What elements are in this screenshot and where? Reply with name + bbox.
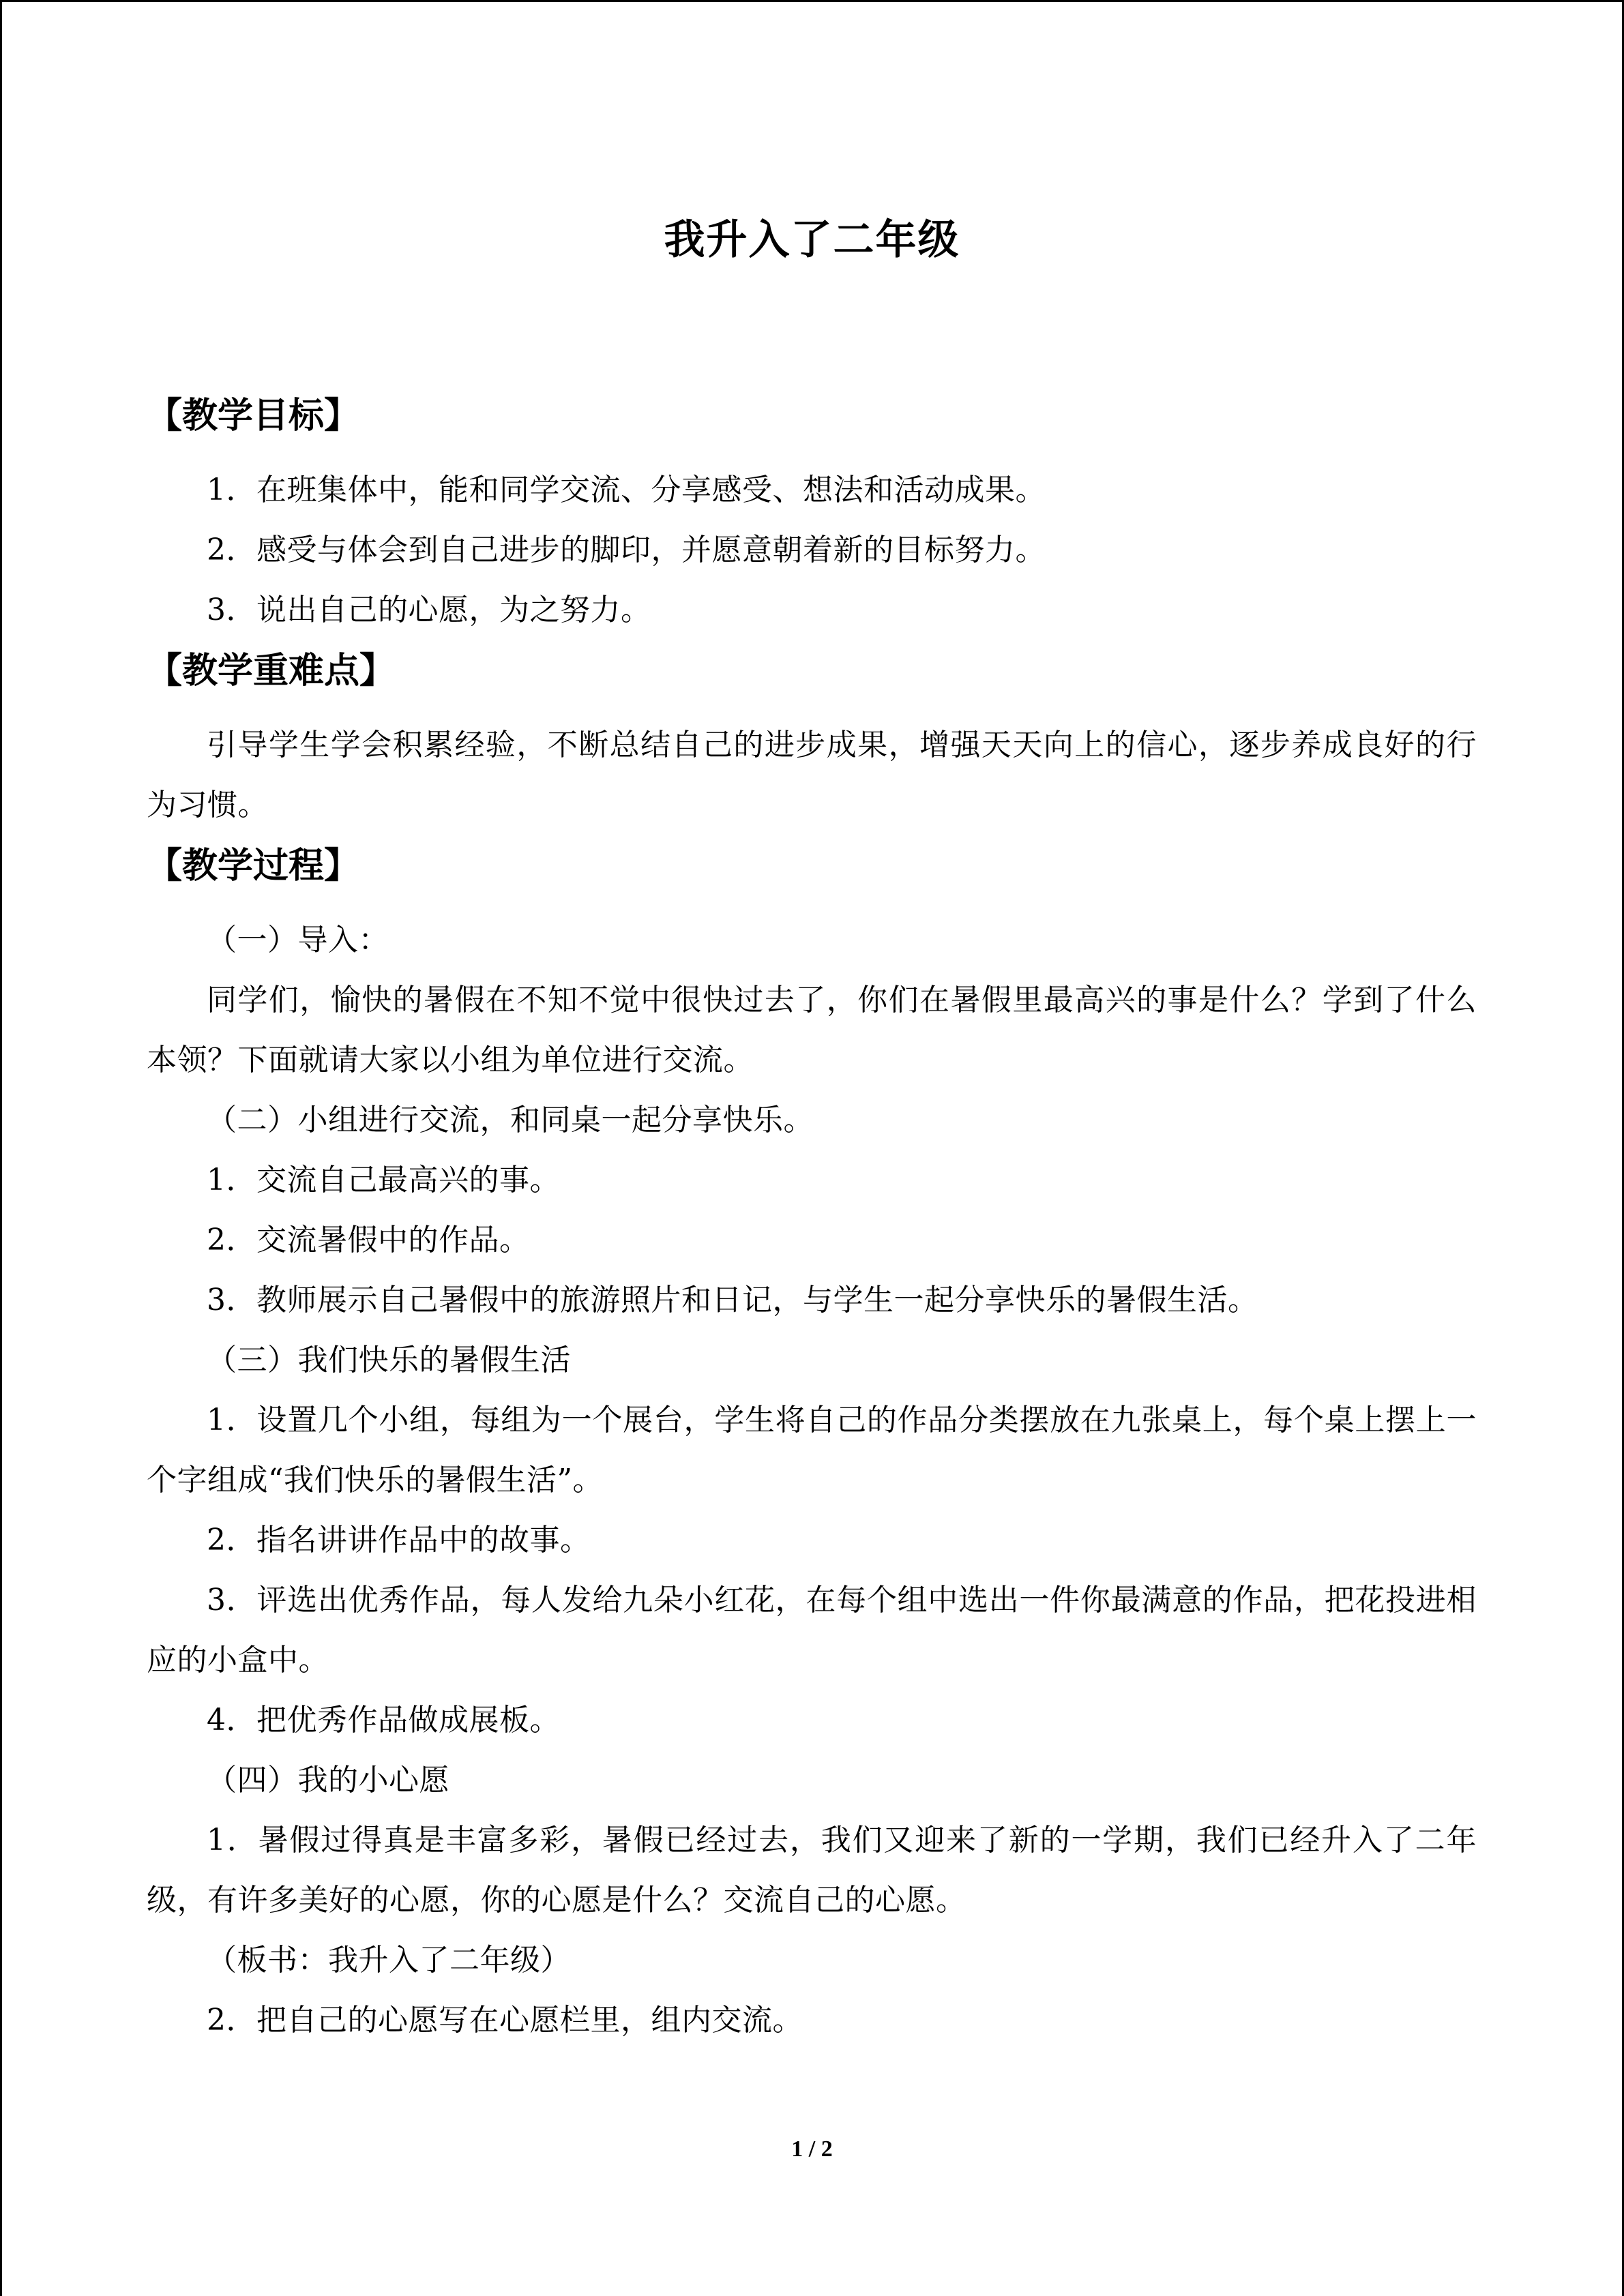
process-step-heading: （二）小组进行交流，和同桌一起分享快乐。 <box>207 1103 814 1137</box>
process-item: 1．交流自己最高兴的事。 <box>207 1163 560 1197</box>
key-points-paragraph: 引导学生学会积累经验，不断总结自己的进步成果，增强天天向上的信心，逐步养成良好的行为习惯。 <box>147 728 1477 822</box>
process-item: 3．教师展示自己暑假中的旅游照片和日记，与学生一起分享快乐的暑假生活。 <box>207 1283 1258 1317</box>
process-step-heading: （四）我的小心愿 <box>207 1763 449 1798</box>
process-step-heading: （一）导入： <box>207 923 389 957</box>
process-item: 1．暑假过得真是丰富多彩，暑假已经过去，我们又迎来了新的一学期，我们已经升入了二年级，有许多美好的心愿，你的心愿是什么？交流自己的心愿。 <box>147 1823 1477 1918</box>
process-paragraph: 同学们，愉快的暑假在不知不觉中很快过去了，你们在暑假里最高兴的事是什么？学到了什么本领？下面就请大家以小组为单位进行交流。 <box>147 983 1477 1077</box>
section-heading-objectives: 【教学目标】 <box>147 395 360 436</box>
process-item: 2．把自己的心愿写在心愿栏里，组内交流。 <box>207 2003 803 2038</box>
section-heading-process: 【教学过程】 <box>147 845 360 886</box>
process-item: 1．设置几个小组，每组为一个展台，学生将自己的作品分类摆放在九张桌上，每个桌上摆上一个字组成“我们快乐的暑假生活”。 <box>147 1403 1477 1497</box>
page-border-left <box>0 0 2 2296</box>
document-title: 我升入了二年级 <box>664 216 960 264</box>
process-item: 2．指名讲讲作品中的故事。 <box>207 1523 591 1557</box>
process-item: 2．交流暑假中的作品。 <box>207 1223 530 1257</box>
process-item: 4．把优秀作品做成展板。 <box>207 1703 560 1738</box>
objective-item: 3．说出自己的心愿，为之努力。 <box>207 593 651 627</box>
process-step-heading: （三）我们快乐的暑假生活 <box>207 1343 571 1377</box>
page-number: 1 / 2 <box>791 2136 833 2162</box>
page-border-top <box>0 0 1624 2</box>
objective-item: 2．感受与体会到自己进步的脚印，并愿意朝着新的目标努力。 <box>207 533 1046 567</box>
document-body <box>147 385 1477 2051</box>
board-note: （板书：我升入了二年级） <box>207 1943 571 1978</box>
section-heading-key-points: 【教学重难点】 <box>147 650 396 691</box>
process-item: 3．评选出优秀作品，每人发给九朵小红花，在每个组中选出一件你最满意的作品，把花投进相应的小盒中。 <box>147 1583 1477 1678</box>
objective-item: 1．在班集体中，能和同学交流、分享感受、想法和活动成果。 <box>207 473 1046 507</box>
